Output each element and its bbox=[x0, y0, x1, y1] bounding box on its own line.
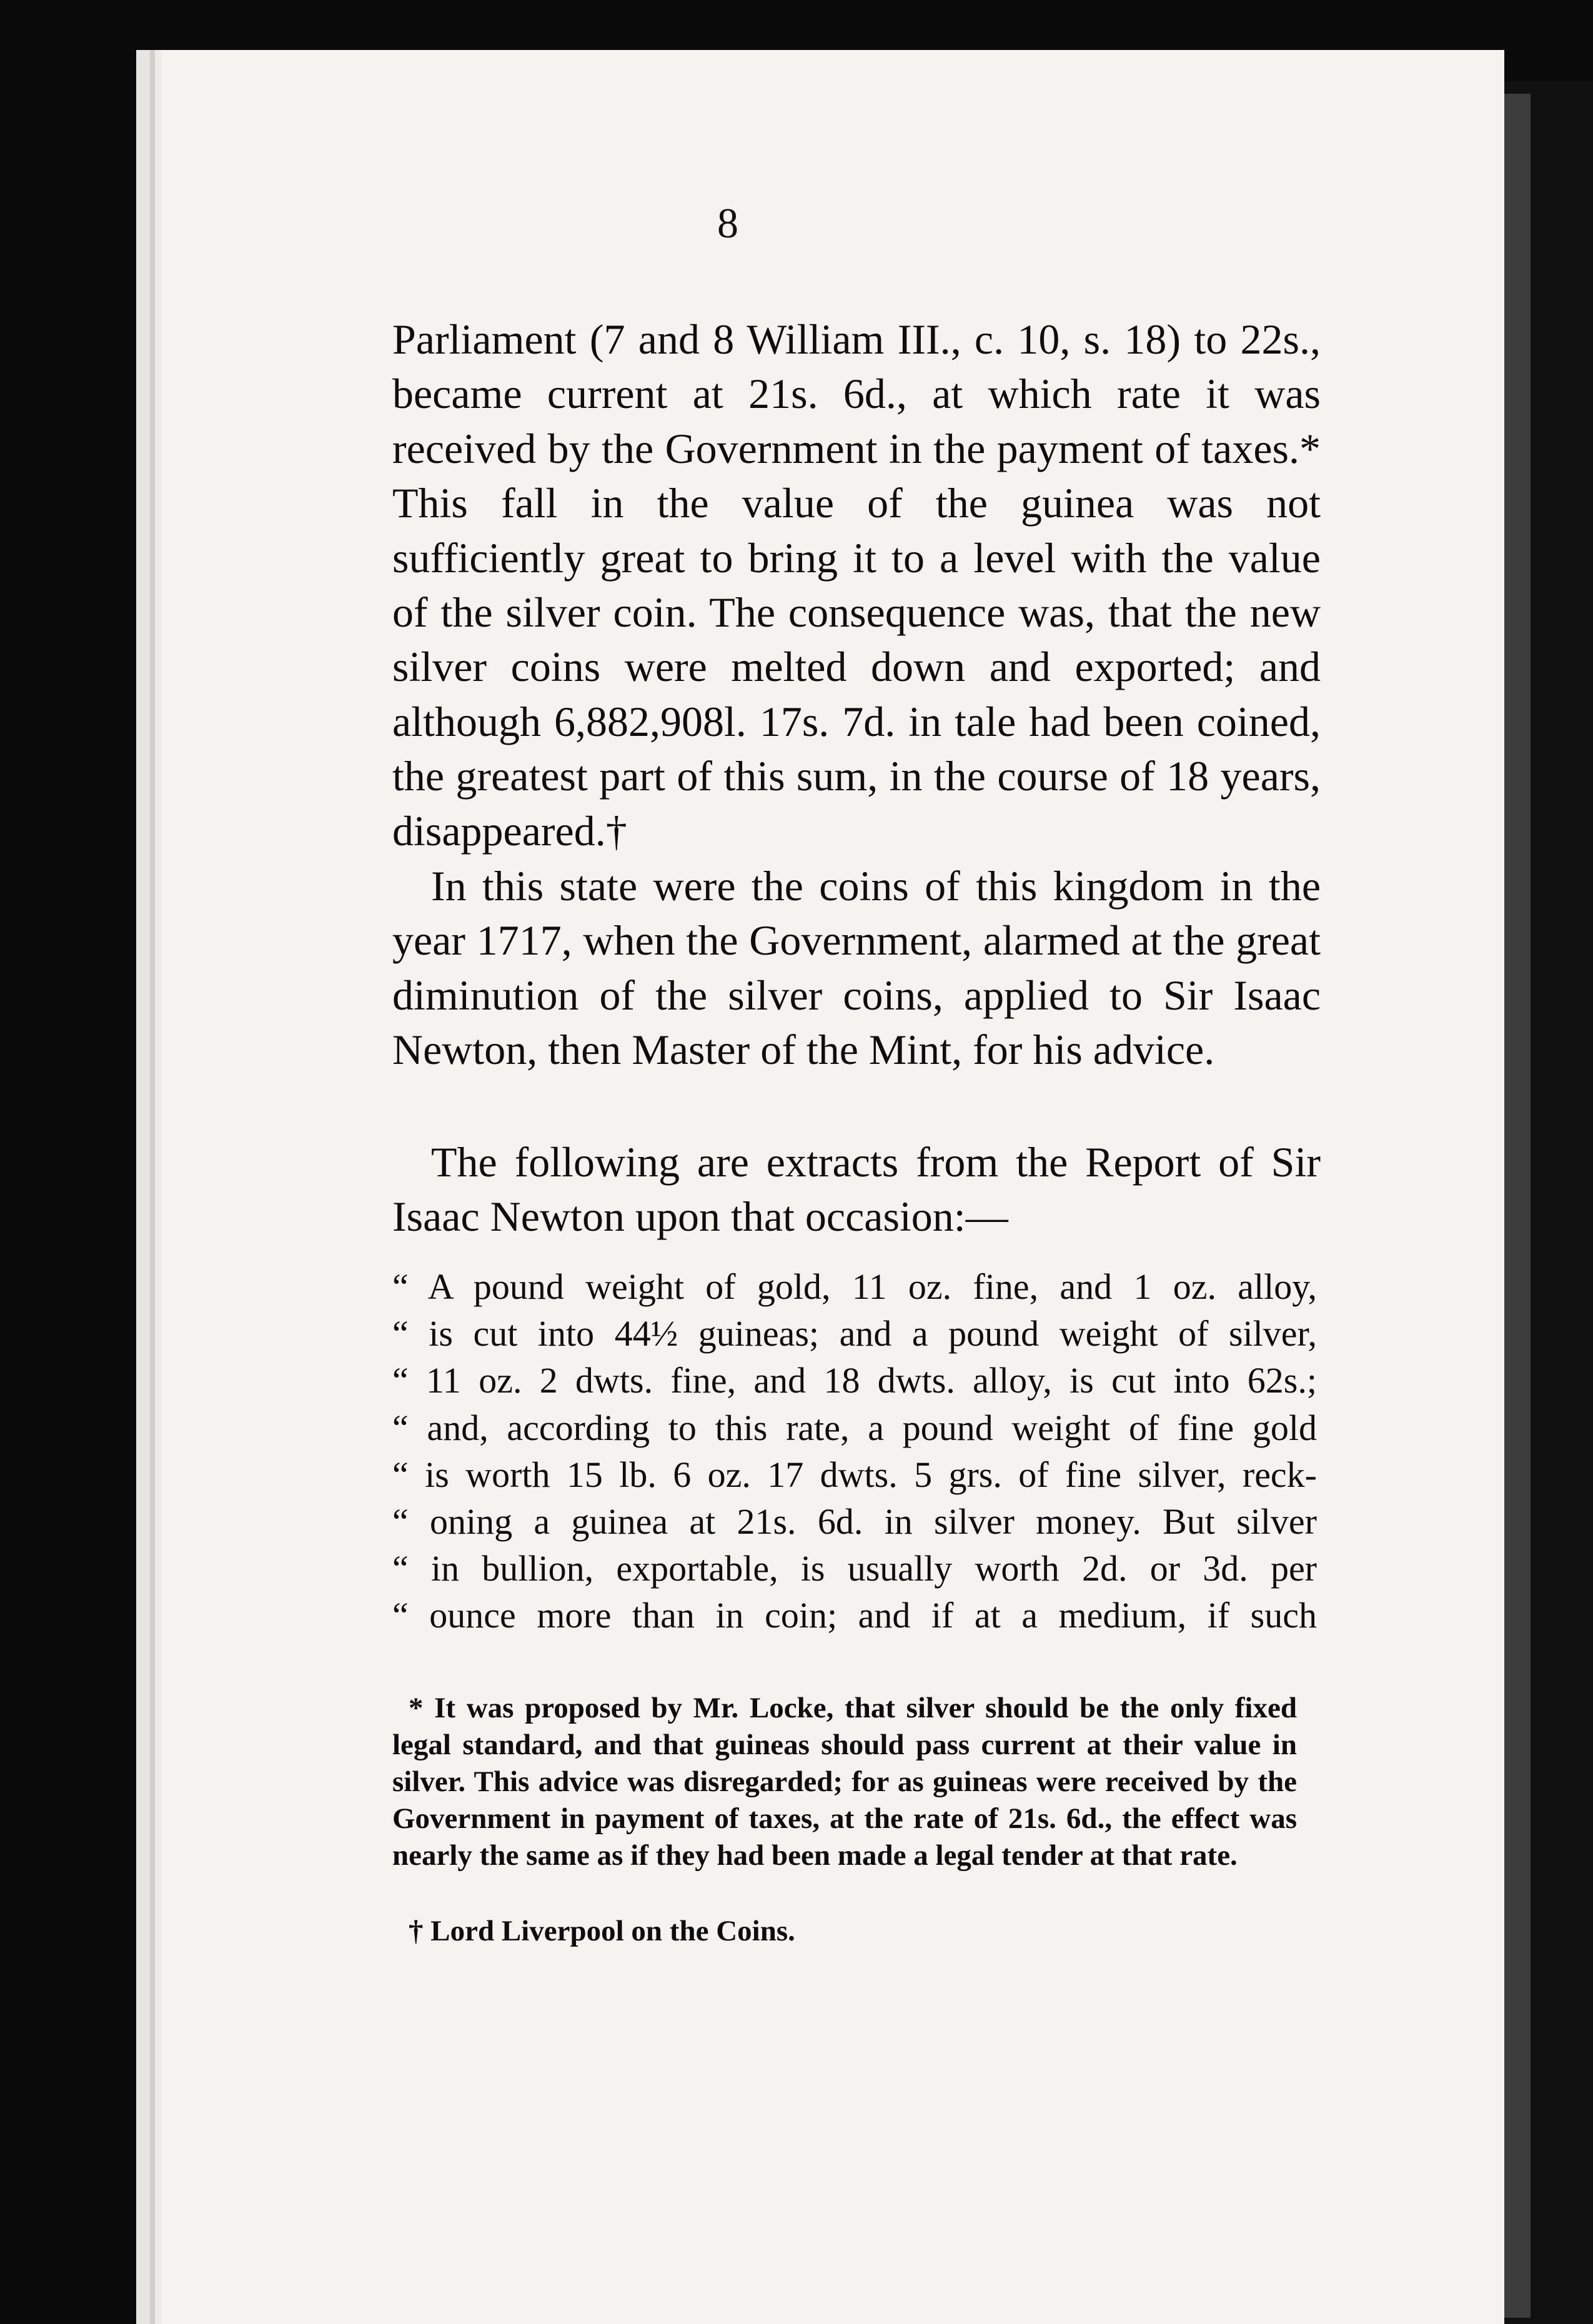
paragraph-2: In this state were the coins of this kingdom in the year 1717, when the Government, alarmed at the great diminution of the silver coins, applied to Sir Isaac Newton, then Master of the Mint, for his advice. bbox=[392, 862, 1321, 1074]
newton-report-quote bbox=[392, 1263, 1317, 1639]
quote-line: “ and, according to this rate, a pound weight of fine gold bbox=[392, 1407, 1317, 1448]
paragraph-1: Parliament (7 and 8 William III., c. 10, s. 18) to 22s., became current at 21s. 6d., at which rate it was received by the Government in the payment of taxes.* This fall in the value of the guinea was not sufficiently great to bring it to a level with the value of the silver coin. The consequence was, that the new silver coins were melted down and exported; and although 6,882,908l. 17s. 7d. in tale had been coined, the greatest part of this sum, in the course of 18 years, disappeared.† bbox=[392, 315, 1321, 855]
quote-line: “ in bullion, exportable, is usually worth 2d. or 3d. per bbox=[392, 1548, 1317, 1589]
quote-line: “ 11 oz. 2 dwts. fine, and 18 dwts. alloy, is cut into 62s.; bbox=[392, 1360, 1317, 1401]
footnote-liverpool: † Lord Liverpool on the Coins. bbox=[409, 1915, 795, 1947]
quote-line: “ oning a guinea at 21s. 6d. in silver money. But silver bbox=[392, 1501, 1317, 1542]
quote-line: “ is worth 15 lb. 6 oz. 17 dwts. 5 grs. of fine silver, reck- bbox=[392, 1454, 1317, 1495]
quote-line: “ A pound weight of gold, 11 oz. fine, and 1 oz. alloy, bbox=[392, 1266, 1317, 1307]
quote-line: “ is cut into 44½ guineas; and a pound weight of silver, bbox=[392, 1313, 1317, 1354]
paragraph-3: The following are extracts from the Report of Sir Isaac Newton upon that occasion:— bbox=[392, 1138, 1321, 1241]
page-number: 8 bbox=[717, 199, 738, 247]
quote-line: “ ounce more than in coin; and if at a medium, if such bbox=[392, 1595, 1317, 1636]
footnote-locke: * It was proposed by Mr. Locke, that silver should be the only fixed legal standard, and that guineas should pass current at their value in silver. This advice was disregarded; for as guineas were received by the Government in payment of taxes, at the rate of 21s. 6d., the effect was nearly the same as if they had been made a legal tender at that rate. bbox=[392, 1692, 1297, 1872]
